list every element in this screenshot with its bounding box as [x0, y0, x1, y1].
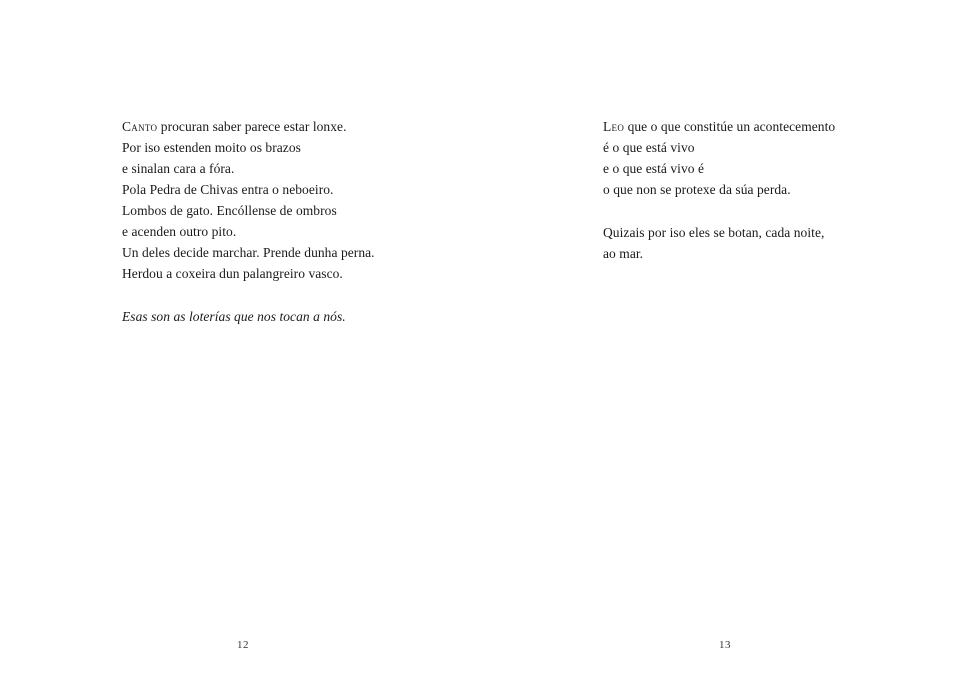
first-line-text: procuran saber parece estar lonxe.	[157, 119, 347, 134]
poem-line: e o que está vivo é	[603, 161, 705, 176]
first-line-text: que o que constitúe un acontecemento	[624, 119, 836, 134]
poem-line: Por iso estenden moito os brazos	[122, 140, 301, 155]
poem-line: o que non se protexe da súa perda.	[603, 182, 791, 197]
poem-line: e acenden outro pito.	[122, 224, 237, 239]
poem-line: Herdou a coxeira dun palangreiro vasco.	[122, 266, 343, 281]
poem-line: Lombos de gato. Encóllense de ombros	[122, 203, 337, 218]
opening-smallcaps-word: Canto	[122, 119, 158, 134]
right-page	[483, 0, 966, 700]
poem-line: ao mar.	[603, 246, 644, 261]
closing-italic-line: Esas son as loterías que nos tocan a nós.	[122, 309, 346, 324]
right-poem	[603, 116, 835, 264]
stanza-break	[122, 284, 375, 306]
poem-line: Quizais por iso eles se botan, cada noite,	[603, 225, 825, 240]
poem-line	[603, 116, 835, 137]
poem-line	[122, 116, 375, 137]
left-poem	[122, 116, 375, 327]
poem-line: e sinalan cara a fóra.	[122, 161, 235, 176]
poem-line: Un deles decide marchar. Prende dunha perna.	[122, 245, 375, 260]
page-number: 12	[237, 639, 249, 651]
opening-smallcaps-word: Leo	[603, 119, 625, 134]
poem-line: é o que está vivo	[603, 140, 695, 155]
poem-line: Pola Pedra de Chivas entra o neboeiro.	[122, 182, 334, 197]
page-number: 13	[719, 639, 731, 651]
stanza-break	[603, 200, 835, 222]
